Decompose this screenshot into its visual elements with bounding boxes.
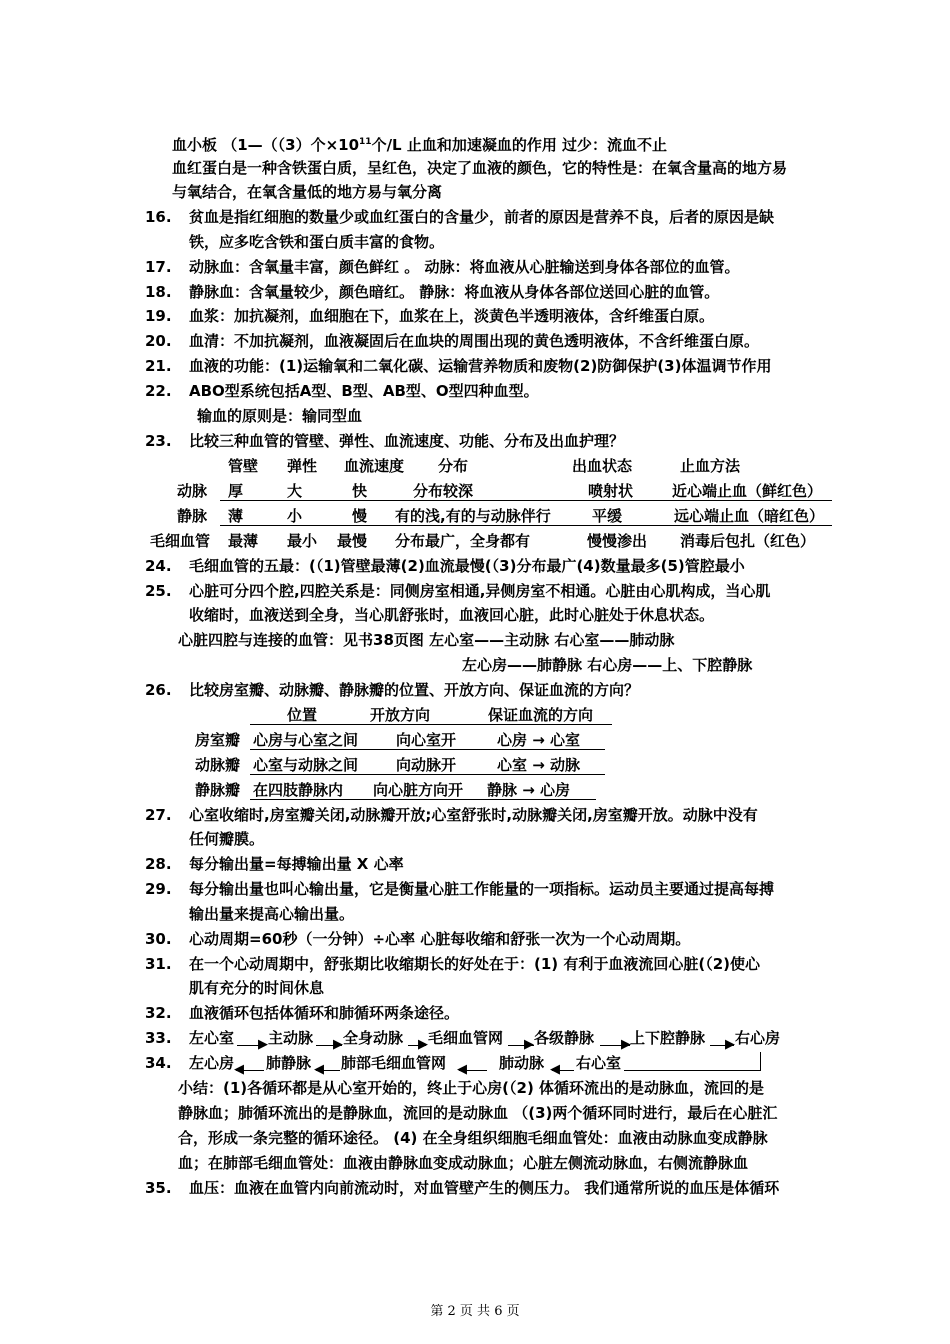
item-27-text-2: 任何瓣膜。 bbox=[189, 830, 265, 848]
item-19-text: 血浆：加抗凝剂，血细胞在下，血浆在上，淡黄色半透明液体，含纤维蛋白原。 bbox=[189, 307, 715, 325]
vessel-cell: 平缓 bbox=[592, 507, 623, 525]
item-22-text: ABO型系统包括A型、B型、AB型、O型四种血型。 bbox=[189, 382, 539, 400]
vessel-header-distribution: 分布 bbox=[438, 457, 469, 475]
item-number-32: 32. bbox=[145, 1004, 172, 1022]
vessel-header-bleeding: 出血状态 bbox=[572, 457, 633, 475]
item-number-21: 21. bbox=[145, 357, 172, 375]
item-25-heart-vessels-1: 心脏四腔与连接的血管：见书38页图 左心室——主动脉 右心室——肺动脉 bbox=[178, 631, 675, 649]
summary-line-1: 小结：(1)各循环都是从心室开始的，终止于心房(（2) 体循环流出的是动脉血，流回的是 bbox=[178, 1079, 765, 1097]
item-number-19: 19. bbox=[145, 307, 172, 325]
item-number-31: 31. bbox=[145, 955, 172, 973]
vessel-cell: 薄 bbox=[228, 507, 244, 525]
item-29-text-1: 每分输出量也叫心输出量，它是衡量心脏工作能量的一项指标。运动员主要通过提高每搏 bbox=[189, 880, 775, 898]
item-number-24: 24. bbox=[145, 557, 172, 575]
row-underline bbox=[250, 749, 605, 750]
vessel-cell: 分布最广，全身都有 bbox=[395, 532, 531, 550]
item-number-26: 26. bbox=[145, 681, 172, 699]
arrow-left-icon: ◀ bbox=[314, 1062, 324, 1077]
arrow-right-icon: ▶ bbox=[621, 1037, 631, 1052]
vessel-header-speed: 血流速度 bbox=[344, 457, 405, 475]
flow-connector-vertical bbox=[760, 1052, 761, 1070]
vessel-cell: 慢 bbox=[352, 507, 368, 525]
valve-cell: 静脉 → 心房 bbox=[487, 781, 571, 799]
valve-name: 动脉瓣 bbox=[195, 756, 241, 774]
item-16-text-1: 贫血是指红细胞的数量少或血红蛋白的含量少，前者的原因是营养不良，后者的原因是缺 bbox=[189, 208, 775, 226]
flow-arrow-line bbox=[316, 1070, 340, 1071]
item-18-text: 静脉血：含氧量较少，颜色暗红。 静脉：将血液从身体各部位送回心脏的血管。 bbox=[189, 283, 720, 301]
arrow-right-icon: ▶ bbox=[258, 1037, 268, 1052]
valve-cell: 心房与心室之间 bbox=[253, 731, 359, 749]
item-35-text: 血压：血液在血管内向前流动时，对血管壁产生的侧压力。 我们通常所说的血压是体循环 bbox=[189, 1179, 780, 1197]
valve-cell: 心室 → 动脉 bbox=[497, 756, 581, 774]
flow-node: 主动脉 bbox=[268, 1029, 314, 1047]
vessel-cell: 分布较深 bbox=[413, 482, 474, 500]
item-25-heart-vessels-2: 左心房——肺静脉 右心房——上、下腔静脉 bbox=[462, 656, 753, 674]
vessel-cell: 最薄 bbox=[228, 532, 259, 550]
item-number-20: 20. bbox=[145, 332, 172, 350]
flow-node: 毛细血管网 bbox=[428, 1029, 504, 1047]
item-31-text-2: 肌有充分的时间休息 bbox=[189, 979, 325, 997]
item-number-33: 33. bbox=[145, 1029, 172, 1047]
vessel-cell: 最慢 bbox=[337, 532, 368, 550]
row-underline bbox=[220, 525, 832, 526]
valve-name: 房室瓣 bbox=[195, 731, 241, 749]
item-number-18: 18. bbox=[145, 283, 172, 301]
item-number-17: 17. bbox=[145, 258, 172, 276]
vessel-header-elasticity: 弹性 bbox=[287, 457, 318, 475]
valve-header-direction: 开放方向 bbox=[370, 706, 431, 724]
arrow-left-icon: ◀ bbox=[550, 1062, 560, 1077]
item-22-transfusion: 输血的原则是：输同型血 bbox=[197, 407, 363, 425]
flow-node: 左心室 bbox=[189, 1029, 235, 1047]
item-31-text-1: 在一个心动周期中，舒张期比收缩期长的好处在于：(1) 有利于血液流回心脏(（2)使心 bbox=[189, 955, 761, 973]
item-number-25: 25. bbox=[145, 582, 172, 600]
item-27-text-1: 心室收缩时,房室瓣关闭,动脉瓣开放;心室舒张时,动脉瓣关闭,房室瓣开放。动脉中没有 bbox=[189, 806, 758, 824]
hemoglobin-line-2: 与氧结合，在氧含量低的地方易与氧分离 bbox=[172, 183, 443, 201]
arrow-right-icon: ▶ bbox=[725, 1037, 735, 1052]
page-footer: 第 2 页 共 6 页 bbox=[430, 1304, 520, 1319]
arrow-right-icon: ▶ bbox=[333, 1037, 343, 1052]
item-number-35: 35. bbox=[145, 1179, 172, 1197]
flow-connector-line bbox=[624, 1070, 761, 1071]
arrow-right-icon: ▶ bbox=[418, 1037, 428, 1052]
item-number-34: 34. bbox=[145, 1054, 172, 1072]
flow-node: 右心室 bbox=[576, 1054, 622, 1072]
vessel-cell: 快 bbox=[352, 482, 368, 500]
item-number-22: 22. bbox=[145, 382, 172, 400]
vessel-header-hemostasis: 止血方法 bbox=[680, 457, 741, 475]
item-number-30: 30. bbox=[145, 930, 172, 948]
summary-line-2: 静脉血；肺循环流出的是静脉血，流回的是动脉血 （(3)两个循环同时进行，最后在心脏汇 bbox=[178, 1104, 778, 1122]
flow-node: 肺部毛细血管网 bbox=[341, 1054, 447, 1072]
vessel-header-wall: 管壁 bbox=[228, 457, 259, 475]
arrow-left-icon: ◀ bbox=[234, 1062, 244, 1077]
item-26-text: 比较房室瓣、动脉瓣、静脉瓣的位置、开放方向、保证血流的方向？ bbox=[189, 681, 640, 699]
hemoglobin-line-1: 血红蛋白是一种含铁蛋白质，呈红色，决定了血液的颜色，它的特性是：在氧含量高的地方易 bbox=[172, 159, 788, 177]
row-underline bbox=[250, 774, 605, 775]
vessel-cell: 大 bbox=[287, 482, 303, 500]
item-23-text: 比较三种血管的管壁、弹性、血流速度、功能、分布及出血护理？ bbox=[189, 432, 625, 450]
item-number-29: 29. bbox=[145, 880, 172, 898]
flow-node: 各级静脉 bbox=[534, 1029, 595, 1047]
item-28-text: 每分输出量=每搏输出量 X 心率 bbox=[189, 855, 404, 873]
header-underline bbox=[250, 724, 612, 725]
item-30-text: 心动周期=60秒（一分钟）÷心率 心脏每收缩和舒张一次为一个心动周期。 bbox=[189, 930, 691, 948]
flow-node: 右心房 bbox=[735, 1029, 781, 1047]
item-29-text-2: 输出量来提高心输出量。 bbox=[189, 905, 355, 923]
summary-line-4: 血；在肺部毛细血管处：血液由静脉血变成动脉血；心脏左侧流动脉血，右侧流静脉血 bbox=[178, 1154, 749, 1172]
flow-node: 上下腔静脉 bbox=[630, 1029, 706, 1047]
vessel-cell: 远心端止血（暗红色） bbox=[674, 507, 825, 525]
row-underline bbox=[220, 500, 832, 501]
vessel-cell: 慢慢渗出 bbox=[587, 532, 648, 550]
vessel-cell: 近心端止血（鲜红色） bbox=[672, 482, 823, 500]
platelet-line: 血小板 （1—（（3）个$\times 10^{11}$个/L 止血和加速凝血的作用 过少：流血不止 bbox=[172, 136, 668, 154]
vessel-cell: 厚 bbox=[228, 482, 244, 500]
vessel-cell: 最小 bbox=[287, 532, 318, 550]
item-17-text: 动脉血：含氧量丰富，颜色鲜红 。 动脉：将血液从心脏输送到身体各部位的血管。 bbox=[189, 258, 740, 276]
flow-node: 肺动脉 bbox=[499, 1054, 545, 1072]
arrow-right-icon: ▶ bbox=[524, 1037, 534, 1052]
row-underline bbox=[250, 799, 596, 800]
flow-arrow-line bbox=[459, 1070, 487, 1071]
item-32-text: 血液循环包括体循环和肺循环两条途径。 bbox=[189, 1004, 460, 1022]
valve-header-flow: 保证血流的方向 bbox=[488, 706, 594, 724]
item-number-23: 23. bbox=[145, 432, 172, 450]
vessel-name: 静脉 bbox=[177, 507, 208, 525]
valve-cell: 在四肢静脉内 bbox=[253, 781, 344, 799]
flow-arrow-line bbox=[552, 1070, 574, 1071]
flow-node: 肺静脉 bbox=[266, 1054, 312, 1072]
item-24-text: 毛细血管的五最：(（1)管壁最薄(2)血流最慢(（3)分布最广(4)数量最多(5)管腔最小 bbox=[189, 557, 745, 575]
valve-cell: 心房 → 心室 bbox=[497, 731, 581, 749]
valve-cell: 向心脏方向开 bbox=[373, 781, 464, 799]
flow-arrow-line bbox=[236, 1070, 264, 1071]
valve-cell: 心室与动脉之间 bbox=[253, 756, 359, 774]
item-25-text-1: 心脏可分四个腔,四腔关系是：同侧房室相通,异侧房室不相通。心脏由心肌构成，当心肌 bbox=[189, 582, 771, 600]
vessel-cell: 喷射状 bbox=[588, 482, 634, 500]
item-number-27: 27. bbox=[145, 806, 172, 824]
flow-node: 左心房 bbox=[189, 1054, 235, 1072]
valve-cell: 向动脉开 bbox=[396, 756, 457, 774]
item-16-text-2: 铁，应多吃含铁和蛋白质丰富的食物。 bbox=[189, 233, 445, 251]
vessel-cell: 有的浅,有的与动脉伴行 bbox=[395, 507, 551, 525]
item-number-16: 16. bbox=[145, 208, 172, 226]
vessel-name: 毛细血管 bbox=[150, 532, 211, 550]
item-25-text-2: 收缩时，血液送到全身，当心肌舒张时，血液回心脏，此时心脏处于休息状态。 bbox=[189, 606, 715, 624]
vessel-cell: 消毒后包扎（红色） bbox=[680, 532, 816, 550]
arrow-left-icon: ◀ bbox=[457, 1062, 467, 1077]
item-21-text: 血液的功能：(1)运输氧和二氧化碳、运输营养物质和废物(2)防御保护(3)体温调节作用 bbox=[189, 357, 772, 375]
flow-node: 全身动脉 bbox=[343, 1029, 404, 1047]
vessel-cell: 小 bbox=[287, 507, 303, 525]
valve-header-position: 位置 bbox=[287, 706, 318, 724]
item-20-text: 血清：不加抗凝剂，血液凝固后在血块的周围出现的黄色透明液体，不含纤维蛋白原。 bbox=[189, 332, 760, 350]
valve-name: 静脉瓣 bbox=[195, 781, 241, 799]
vessel-name: 动脉 bbox=[177, 482, 208, 500]
summary-line-3: 合，形成一条完整的循环途径。 (4) 在全身组织细胞毛细血管处：血液由动脉血变成静脉 bbox=[178, 1129, 768, 1147]
valve-cell: 向心室开 bbox=[396, 731, 457, 749]
item-number-28: 28. bbox=[145, 855, 172, 873]
